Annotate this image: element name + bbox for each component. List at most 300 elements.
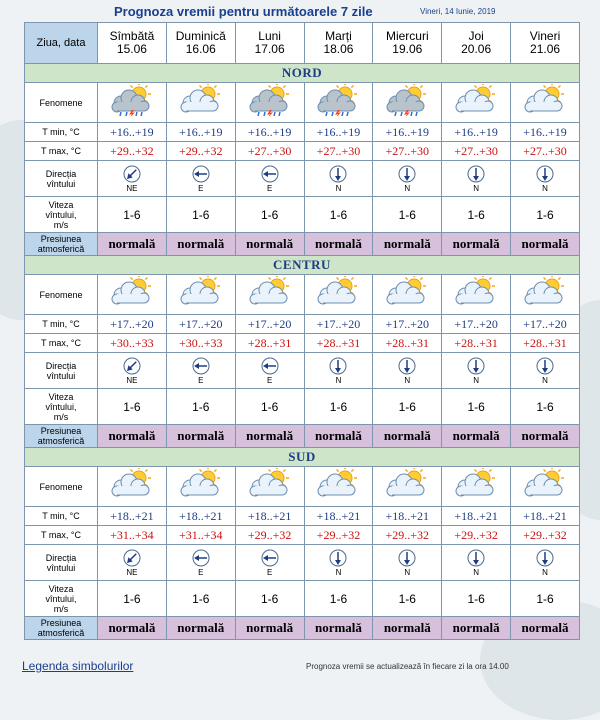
sun-cloud-icon <box>384 468 430 500</box>
pressure-label-text: atmosferică <box>37 436 85 446</box>
day-name: Marți <box>325 29 352 43</box>
wind-direction-cell <box>304 161 373 197</box>
wind-speed-cell <box>98 581 167 617</box>
tmin-cell <box>98 507 167 526</box>
wind-speed-cell <box>373 389 442 425</box>
pressure-label-text: Presiunea <box>40 234 82 244</box>
tmax-cell <box>373 526 442 545</box>
pressure-value: normală <box>452 620 500 635</box>
pressure-cell <box>98 425 167 448</box>
sun-cloud-icon <box>178 84 224 116</box>
pressure-cell <box>304 425 373 448</box>
tmin-value: +18..+21 <box>247 509 292 523</box>
days-header-row <box>25 23 580 64</box>
wind-speed-value: 1-6 <box>260 399 279 414</box>
tmin-cell <box>166 315 235 334</box>
phenomena-label-text: Fenomene <box>39 289 83 300</box>
wind-direction-cell <box>166 161 235 197</box>
tmax-cell <box>442 334 511 353</box>
tmax-value: +27..+30 <box>523 144 567 158</box>
wind-direction-box <box>98 357 166 385</box>
tmin-cell <box>373 315 442 334</box>
pressure-cell <box>442 233 511 256</box>
wind-direction-box <box>305 549 373 577</box>
phenomena-row <box>25 275 580 315</box>
wind-direction-row <box>25 545 580 581</box>
page-title: Prognoza vremii pentru următoarele 7 zile <box>114 4 373 19</box>
tmax-row <box>25 334 580 353</box>
tmin-value: +17..+20 <box>385 317 430 331</box>
cloud-rain-lightning-icon <box>247 84 293 116</box>
tmax-cell <box>304 334 373 353</box>
wind-direction-box <box>236 549 304 577</box>
wind-direction-value: N <box>404 183 411 193</box>
tmax-value: +28..+31 <box>523 336 567 350</box>
pressure-cell <box>304 617 373 640</box>
wind-direction-value: E <box>198 375 204 385</box>
wind-direction-box <box>98 549 166 577</box>
wind-direction-value: E <box>266 183 273 193</box>
phenomena-label <box>25 275 98 315</box>
wind-speed-cell <box>235 581 304 617</box>
tmin-label-text: T min, °C <box>42 511 80 521</box>
pressure-value: normală <box>177 620 225 635</box>
wind-direction-cell <box>235 353 304 389</box>
wind-speed-label-text: vîntului, <box>45 401 77 412</box>
wind-direction-box <box>511 549 579 577</box>
wind-speed-cell <box>511 389 580 425</box>
phenomena-cell <box>442 467 511 507</box>
sun-cloud-icon <box>453 468 499 500</box>
wind-speed-value: 1-6 <box>192 591 210 606</box>
wind-direction-icon <box>398 549 416 567</box>
tmin-value: +16..+19 <box>178 125 223 139</box>
pressure-value: normală <box>246 428 294 443</box>
forecast-table <box>24 22 580 640</box>
tmax-value: +27..+30 <box>454 144 498 158</box>
tmin-row <box>25 123 580 142</box>
wind-speed-row <box>25 197 580 233</box>
tmin-label <box>25 315 98 334</box>
wind-direction-icon <box>329 357 347 375</box>
day-header-4 <box>373 23 442 64</box>
tmax-value: +30..+33 <box>178 336 223 350</box>
tmax-value: +28..+31 <box>454 336 498 350</box>
tmin-cell <box>304 123 373 142</box>
tmin-value: +16..+19 <box>385 125 430 139</box>
wind-speed-label-text: Viteza <box>48 583 74 594</box>
wind-speed-value: 1-6 <box>398 207 416 222</box>
wind-speed-cell <box>166 197 235 233</box>
wind-speed-cell <box>373 581 442 617</box>
sun-cloud-icon <box>247 276 293 308</box>
day-date-header: Ziua, data <box>25 23 98 64</box>
wind-direction-cell <box>98 161 167 197</box>
tmin-value: +17..+20 <box>316 317 361 331</box>
tmax-row <box>25 142 580 161</box>
tmin-cell <box>98 123 167 142</box>
sun-cloud-icon <box>453 84 499 116</box>
tmax-cell <box>511 142 580 161</box>
wind-direction-cell <box>373 353 442 389</box>
tmin-cell <box>442 507 511 526</box>
wind-direction-label-text: Direcția <box>45 360 77 371</box>
tmin-label <box>25 507 98 526</box>
day-date: 21.06 <box>530 42 561 56</box>
pressure-row <box>25 425 580 448</box>
phenomena-cell <box>304 275 373 315</box>
cloud-rain-lightning-icon <box>384 84 430 116</box>
tmin-cell <box>373 123 442 142</box>
wind-direction-icon <box>261 165 279 183</box>
pressure-cell <box>235 617 304 640</box>
wind-direction-label-text: vîntului <box>46 178 76 189</box>
tmax-label-text: T max, °C <box>41 530 81 540</box>
sun-cloud-icon <box>178 276 224 308</box>
wind-direction-icon <box>467 549 485 567</box>
wind-direction-icon <box>192 357 210 375</box>
tmax-cell <box>511 526 580 545</box>
tmax-cell <box>511 334 580 353</box>
wind-direction-cell <box>235 161 304 197</box>
day-header-2 <box>235 23 304 64</box>
tmax-value: +29..+32 <box>385 528 430 542</box>
tmax-cell <box>166 142 235 161</box>
tmax-value: +28..+31 <box>247 336 292 350</box>
wind-speed-value: 1-6 <box>329 399 348 414</box>
pressure-value: normală <box>108 428 156 443</box>
day-date: 15.06 <box>116 42 147 56</box>
tmin-row <box>25 315 580 334</box>
day-header-0 <box>98 23 167 64</box>
wind-direction-label-text: Direcția <box>45 168 77 179</box>
phenomena-cell <box>98 83 167 123</box>
phenomena-cell <box>304 83 373 123</box>
pressure-value: normală <box>521 236 569 251</box>
phenomena-cell <box>166 83 235 123</box>
tmax-cell <box>166 334 235 353</box>
wind-direction-icon <box>123 357 141 375</box>
wind-speed-value: 1-6 <box>329 591 348 606</box>
tmin-cell <box>442 123 511 142</box>
phenomena-cell <box>511 275 580 315</box>
phenomena-cell <box>373 83 442 123</box>
tmin-value: +18..+21 <box>178 509 223 523</box>
wind-direction-value: E <box>198 567 204 577</box>
wind-direction-icon <box>329 549 347 567</box>
wind-speed-cell <box>442 389 511 425</box>
day-name: Duminică <box>175 29 226 43</box>
pressure-label <box>25 617 98 640</box>
wind-direction-cell <box>442 353 511 389</box>
day-date: 19.06 <box>392 42 423 56</box>
tmin-value: +16..+19 <box>454 125 498 139</box>
tmin-cell <box>304 315 373 334</box>
pressure-cell <box>235 233 304 256</box>
tmax-label <box>25 526 98 545</box>
pressure-label <box>25 233 98 256</box>
cloud-rain-lightning-icon <box>315 84 361 116</box>
pressure-cell <box>511 233 580 256</box>
wind-speed-cell <box>373 197 442 233</box>
tmin-cell <box>98 315 167 334</box>
tmax-value: +29..+32 <box>316 528 361 542</box>
phenomena-cell <box>511 83 580 123</box>
pressure-label-text: atmosferică <box>37 628 85 638</box>
tmin-value: +18..+21 <box>110 509 154 523</box>
wind-direction-value: N <box>335 567 342 577</box>
tmax-value: +29..+32 <box>247 528 292 542</box>
wind-speed-value: 1-6 <box>123 207 141 222</box>
sun-cloud-icon <box>315 468 361 500</box>
wind-speed-cell <box>98 389 167 425</box>
wind-speed-label <box>25 581 98 617</box>
wind-speed-value: 1-6 <box>467 207 485 222</box>
pressure-cell <box>511 617 580 640</box>
wind-speed-label-text: m/s <box>53 603 69 614</box>
wind-direction-label <box>25 353 98 389</box>
legend-link[interactable]: Legenda simbolurilor <box>22 659 134 673</box>
pressure-row <box>25 233 580 256</box>
tmax-cell <box>98 142 167 161</box>
tmin-cell <box>304 507 373 526</box>
pressure-value: normală <box>108 620 156 635</box>
wind-direction-box <box>511 357 579 385</box>
phenomena-cell <box>235 83 304 123</box>
wind-direction-cell <box>511 161 580 197</box>
tmin-value: +16..+19 <box>110 125 154 139</box>
wind-direction-icon <box>398 165 416 183</box>
phenomena-cell <box>373 275 442 315</box>
wind-direction-label-text: vîntului <box>46 562 76 573</box>
tmin-cell <box>442 315 511 334</box>
wind-direction-icon <box>536 549 554 567</box>
tmax-value: +30..+33 <box>110 336 154 350</box>
wind-direction-value: N <box>335 183 342 193</box>
pressure-cell <box>166 617 235 640</box>
wind-speed-value: 1-6 <box>329 207 348 222</box>
wind-direction-value: NE <box>126 183 138 193</box>
tmax-label <box>25 334 98 353</box>
phenomena-row <box>25 467 580 507</box>
wind-direction-value: N <box>404 375 411 385</box>
tmax-value: +29..+32 <box>454 528 498 542</box>
wind-direction-icon <box>261 357 279 375</box>
wind-speed-cell <box>304 197 373 233</box>
tmax-value: +29..+32 <box>523 528 567 542</box>
wind-speed-value: 1-6 <box>260 591 279 606</box>
wind-speed-value: 1-6 <box>123 399 141 414</box>
pressure-label <box>25 425 98 448</box>
tmin-value: +18..+21 <box>316 509 361 523</box>
wind-speed-label-text: m/s <box>53 219 69 230</box>
wind-direction-box <box>373 549 441 577</box>
tmax-value: +27..+30 <box>316 144 361 158</box>
wind-direction-box <box>511 165 579 193</box>
wind-direction-icon <box>192 549 210 567</box>
tmin-cell <box>166 507 235 526</box>
sun-cloud-icon <box>247 468 293 500</box>
tmin-value: +16..+19 <box>316 125 361 139</box>
wind-direction-cell <box>511 545 580 581</box>
tmin-cell <box>235 507 304 526</box>
sun-cloud-icon <box>315 276 361 308</box>
wind-direction-cell <box>304 545 373 581</box>
pressure-value: normală <box>521 620 569 635</box>
wind-direction-cell <box>166 545 235 581</box>
wind-speed-cell <box>166 581 235 617</box>
day-name: Sîmbătă <box>109 29 155 43</box>
wind-speed-cell <box>442 197 511 233</box>
tmax-cell <box>235 142 304 161</box>
phenomena-cell <box>442 275 511 315</box>
pressure-cell <box>98 233 167 256</box>
phenomena-cell <box>442 83 511 123</box>
tmin-value: +17..+20 <box>178 317 223 331</box>
tmax-cell <box>235 526 304 545</box>
wind-direction-box <box>305 165 373 193</box>
wind-direction-icon <box>192 165 210 183</box>
wind-speed-value: 1-6 <box>467 591 485 606</box>
wind-direction-value: N <box>473 375 480 385</box>
region-row <box>25 256 580 275</box>
tmax-cell <box>442 142 511 161</box>
wind-speed-value: 1-6 <box>260 207 279 222</box>
pressure-cell <box>304 233 373 256</box>
tmax-cell <box>304 526 373 545</box>
pressure-value: normală <box>177 236 225 251</box>
wind-direction-box <box>236 165 304 193</box>
wind-direction-label-text: vîntului <box>46 370 76 381</box>
sun-cloud-icon <box>109 276 155 308</box>
tmax-cell <box>98 526 167 545</box>
phenomena-cell <box>166 467 235 507</box>
day-name: Joi <box>468 29 484 43</box>
pressure-value: normală <box>314 428 362 443</box>
tmax-label-text: T max, °C <box>41 338 81 348</box>
wind-speed-cell <box>166 389 235 425</box>
phenomena-cell <box>98 467 167 507</box>
wind-speed-label <box>25 389 98 425</box>
tmin-cell <box>511 507 580 526</box>
pressure-value: normală <box>246 236 294 251</box>
phenomena-row <box>25 83 580 123</box>
day-name: Miercuri <box>385 29 429 43</box>
day-date: 20.06 <box>461 42 492 56</box>
wind-direction-row <box>25 161 580 197</box>
current-date: Vineri, 14 Iunie, 2019 <box>420 7 496 16</box>
tmin-cell <box>166 123 235 142</box>
wind-direction-value: N <box>335 375 342 385</box>
phenomena-cell <box>235 275 304 315</box>
wind-direction-icon <box>536 357 554 375</box>
pressure-cell <box>235 425 304 448</box>
wind-speed-cell <box>98 197 167 233</box>
region-row <box>25 448 580 467</box>
pressure-cell <box>442 617 511 640</box>
wind-direction-value: N <box>542 375 548 385</box>
tmax-cell <box>373 334 442 353</box>
wind-direction-cell <box>442 161 511 197</box>
tmax-cell <box>166 526 235 545</box>
phenomena-cell <box>235 467 304 507</box>
tmax-cell <box>373 142 442 161</box>
wind-direction-value: NE <box>126 375 138 385</box>
wind-direction-box <box>373 165 441 193</box>
wind-speed-cell <box>442 581 511 617</box>
wind-direction-value: N <box>542 183 548 193</box>
pressure-label-text: atmosferică <box>37 244 85 254</box>
wind-speed-value: 1-6 <box>467 399 485 414</box>
wind-speed-cell <box>235 389 304 425</box>
wind-speed-value: 1-6 <box>192 207 210 222</box>
wind-speed-label-text: vîntului, <box>45 209 77 220</box>
tmin-label-text: T min, °C <box>42 319 80 329</box>
wind-speed-cell <box>511 197 580 233</box>
wind-direction-box <box>442 549 510 577</box>
wind-speed-label-text: Viteza <box>48 391 74 402</box>
pressure-value: normală <box>452 236 500 251</box>
day-header-1 <box>166 23 235 64</box>
tmax-value: +29..+32 <box>110 144 154 158</box>
pressure-value: normală <box>383 236 431 251</box>
tmax-cell <box>98 334 167 353</box>
tmin-cell <box>373 507 442 526</box>
phenomena-cell <box>98 275 167 315</box>
wind-direction-box <box>167 357 235 385</box>
day-name: Luni <box>258 29 281 43</box>
wind-direction-icon <box>398 357 416 375</box>
wind-direction-icon <box>261 549 279 567</box>
wind-direction-box <box>442 357 510 385</box>
tmin-value: +17..+20 <box>454 317 498 331</box>
pressure-cell <box>373 233 442 256</box>
wind-speed-row <box>25 581 580 617</box>
update-note: Prognoza vremii se actualizează în fiecare zi la ora 14.00 <box>306 662 509 671</box>
sun-cloud-icon <box>178 468 224 500</box>
wind-direction-value: N <box>404 567 411 577</box>
page-header <box>0 0 600 22</box>
tmax-cell <box>235 334 304 353</box>
wind-direction-box <box>373 357 441 385</box>
tmin-value: +16..+19 <box>247 125 292 139</box>
tmin-value: +17..+20 <box>110 317 154 331</box>
pressure-value: normală <box>108 236 156 251</box>
tmax-value: +28..+31 <box>316 336 361 350</box>
wind-speed-row <box>25 389 580 425</box>
region-row <box>25 64 580 83</box>
wind-speed-value: 1-6 <box>398 399 416 414</box>
tmin-cell <box>511 123 580 142</box>
pressure-value: normală <box>246 620 294 635</box>
day-header-3 <box>304 23 373 64</box>
wind-direction-cell <box>373 161 442 197</box>
wind-direction-value: E <box>266 375 273 385</box>
wind-speed-label-text: m/s <box>53 411 69 422</box>
wind-direction-icon <box>329 165 347 183</box>
sun-cloud-icon <box>522 468 568 500</box>
tmax-value: +27..+30 <box>247 144 292 158</box>
wind-direction-icon <box>536 165 554 183</box>
tmax-value: +28..+31 <box>385 336 430 350</box>
pressure-cell <box>373 425 442 448</box>
tmin-cell <box>511 315 580 334</box>
page-footer <box>0 656 600 676</box>
wind-direction-icon <box>467 357 485 375</box>
phenomena-cell <box>166 275 235 315</box>
wind-direction-label-text: Direcția <box>45 552 77 563</box>
phenomena-cell <box>373 467 442 507</box>
